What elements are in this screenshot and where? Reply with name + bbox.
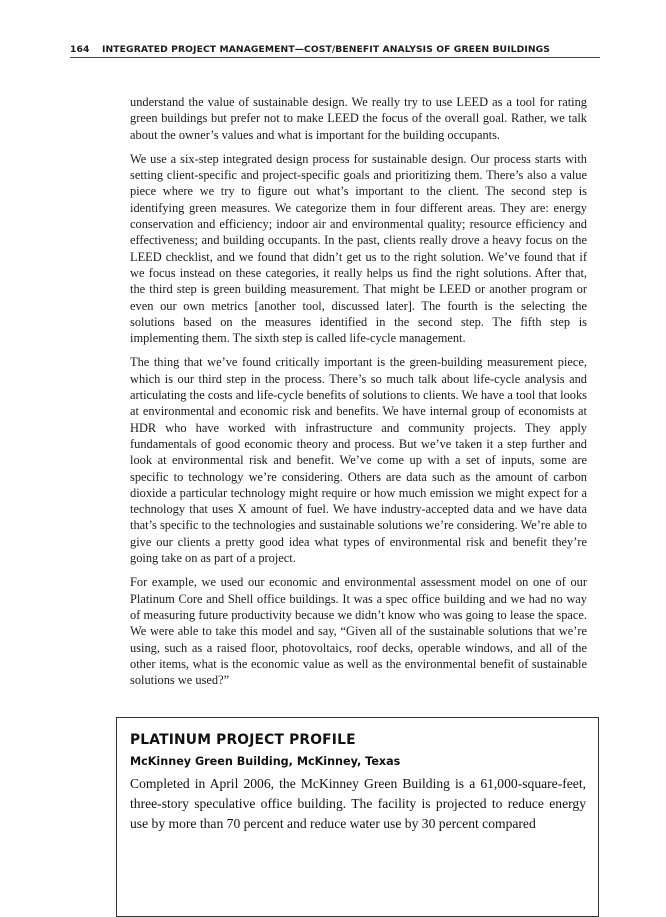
running-title: INTEGRATED PROJECT MANAGEMENT—COST/BENEFIT ANALYSIS OF GREEN BUILDINGS — [102, 44, 550, 55]
paragraph: The thing that we’ve found critically important is the green-building measurement piece, which is our third step in the process. There’s so much talk about life-cycle analysis and articulating the costs and life-cycle benefits of solutions to clients. We have a tool that looks at environmental and economic risk and benefits. We have internal group of economists at HDR who have worked with infrastructure and community projects. They apply fundamentals of good economic theory and process. But we’ve taken it a step further and look at environmental risk and benefit. We’ve come up with a set of inputs, some are specific to technology we’re considering. Others are data such as the amount of carbon dioxide a particular technology might require or how much emission we might expect for a technology that uses X amount of fuel. We have industry-accepted data and we have data that’s specific to the technologies and sustainable solutions we’re considering. We’re able to give our clients a pretty good idea what types of environmental risk and benefit they’re going take on as part of a project. — [130, 355, 587, 566]
paragraph: understand the value of sustainable design. We really try to use LEED as a tool for rating green buildings but prefer not to make LEED the focus of the overall goal. Rather, we talk about the owner’s values and what is important for the building occupants. — [130, 95, 587, 142]
header-rule — [70, 57, 600, 58]
project-profile-box — [116, 717, 599, 917]
profile-title: PLATINUM PROJECT PROFILE — [130, 732, 356, 748]
profile-subtitle: McKinney Green Building, McKinney, Texas — [130, 755, 401, 768]
paragraph: For example, we used our economic and environmental assessment model on one of our Platinum Core and Shell office buildings. It was a spec office building and we had no way of measuring future productivity because we didn’t know who was going to lease the space. We were able to take this model and say, “Given all of the sustainable solutions that we’re using, such as a raised floor, photovoltaics, roof decks, operable windows, and all of the other items, what is the economic value as well as the environmental benefit of sustainable solutions we used?” — [130, 575, 587, 688]
running-header — [70, 44, 600, 55]
page-number: 164 — [70, 44, 90, 55]
paragraph: We use a six-step integrated design process for sustainable design. Our process starts with setting client-specific and project-specific goals and prioritizing them. There’s also a value piece where we try to figure out what’s important to the client. The second step is identifying green measures. We categorize them in four different areas. They are: energy conservation and efficiency; indoor air and environmental quality; resource efficiency and effectiveness; and building occupants. In the past, clients really drove a heavy focus on the LEED checklist, and we found that didn’t get us to the right solution. We’ve found that if we focus instead on these categories, it really helps us find the right solutions. After that, the third step is green building measurement. That might be LEED or another program or even our own metrics [another tool, discussed later]. The fourth is the selecting the solutions based on the measures identified in the second step. The fifth step is implementing them. The sixth step is called life-cycle management. — [130, 151, 587, 346]
profile-text: Completed in April 2006, the McKinney Green Building is a 61,000-square-feet, three-story speculative office building. The facility is projected to reduce energy use by more than 70 percent and reduce water use by 30 percent compared — [130, 776, 586, 831]
body-text — [130, 94, 587, 696]
